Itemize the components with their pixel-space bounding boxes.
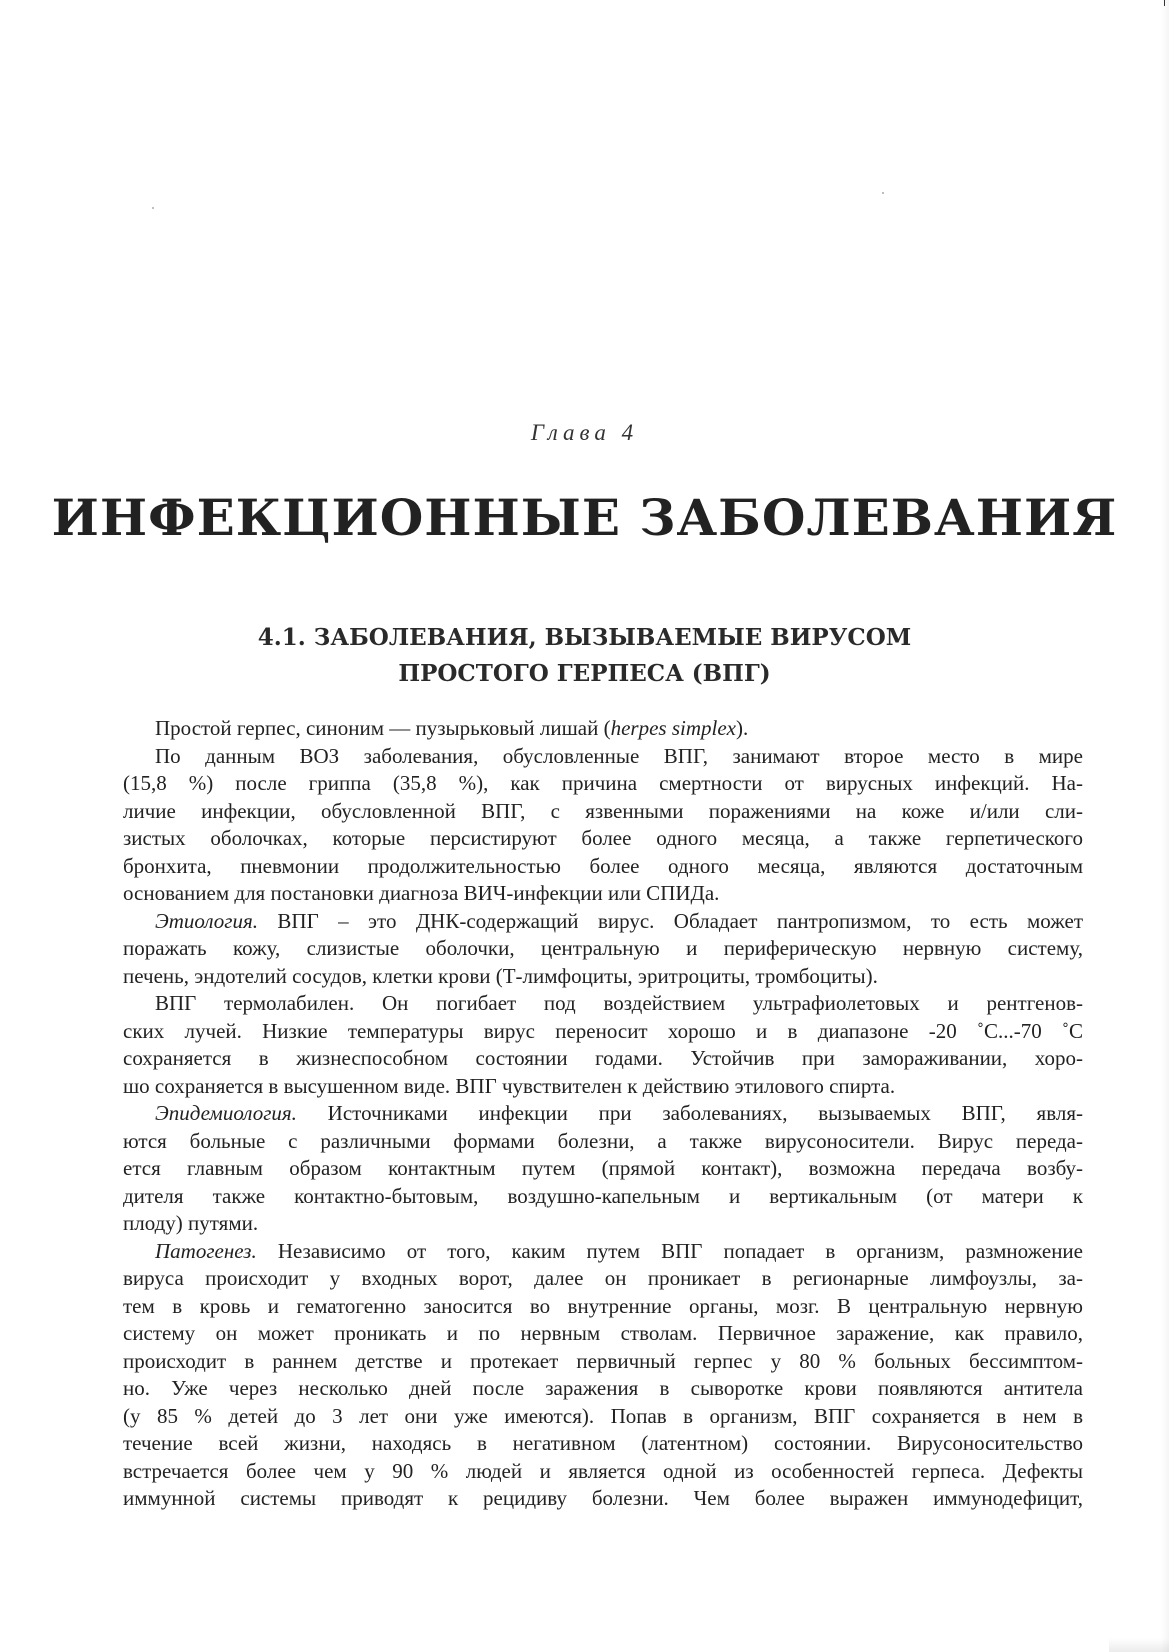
paragraph-lead: Патогенез. <box>155 1238 257 1263</box>
paragraph-line: но. Уже через несколько дней после заражения в сыворотке крови появляются антитела <box>123 1376 1083 1400</box>
paragraph-line: печень, эндотелий сосудов, клетки крови (Т-лимфоциты, эритроциты, тромбоциты). <box>123 963 878 988</box>
chapter-label: Глава 4 <box>530 420 639 445</box>
paragraph-line: течение всей жизни, находясь в негативном (латентном) состоянии. Вирусоносительство <box>123 1431 1083 1455</box>
paragraph-line: По данным ВОЗ заболевания, обусловленные ВПГ, занимают второе место в мире <box>155 743 1083 768</box>
body-text <box>123 715 1083 1513</box>
text-run: ВПГ – это ДНК-содержащий вирус. Обладает пантропизмом, то есть может <box>258 908 1083 933</box>
paragraph-line <box>123 1100 1083 1128</box>
paragraph-line: дителя также контактно-бытовым, воздушно-капельным и вертикальным (от матери к <box>123 1183 1083 1208</box>
paragraph-line: происходит в раннем детстве и протекает первичный герпес у 80 % больных бессимптом- <box>123 1348 1083 1373</box>
paragraph-line: (у 85 % детей до 3 лет они уже имеются). Попав в организм, ВПГ сохраняется в нем в <box>123 1403 1083 1428</box>
section-title <box>0 620 1169 692</box>
page-corner-shadow <box>1109 1638 1169 1652</box>
scan-speck <box>882 192 884 194</box>
paragraph-line: встречается более чем у 90 % людей и является одной из особенностей герпеса. Дефекты <box>123 1458 1083 1483</box>
crop-mark <box>1164 0 1165 6</box>
section-title-line: 4.1. ЗАБОЛЕВАНИЯ, ВЫЗЫВАЕМЫЕ ВИРУСОМ <box>257 624 912 651</box>
scan-speck <box>152 207 154 209</box>
paragraph-line: ются больные с различными формами болезни, а также вирусоносители. Вирус переда- <box>123 1128 1083 1153</box>
text-run: Источниками инфекции при заболеваниях, вызываемых ВПГ, явля- <box>296 1101 1083 1125</box>
text-run: ). <box>735 716 749 740</box>
paragraph-line <box>123 715 1083 743</box>
paragraph-line: поражать кожу, слизистые оболочки, центральную и периферическую нервную систему, <box>123 936 1083 960</box>
section-title-line: ПРОСТОГО ГЕРПЕСА (ВПГ) <box>398 660 771 687</box>
paragraph-line: плоду) путями. <box>123 1211 259 1235</box>
paragraph-line: ских лучей. Низкие температуры вирус переносит хорошо и в диапазоне -20 ˚С...-70 ˚С <box>123 1018 1083 1043</box>
paragraph-lead: Эпидемиология. <box>155 1101 297 1125</box>
paragraph-line: систему он может проникать и по нервным стволам. Первичное заражение, как правило, <box>123 1321 1083 1345</box>
paragraph-line: ВПГ термолабилен. Он погибает под воздействием ультрафиолетовых и рентгенов- <box>155 991 1083 1015</box>
latin-term: herpes simplex <box>610 716 736 740</box>
paragraph-line: ется главным образом контактным путем (прямой контакт), возможна передача возбу- <box>123 1156 1083 1180</box>
paragraph-line: основанием для постановки диагноза ВИЧ-инфекции или СПИДа. <box>123 881 720 905</box>
paragraph-line: вируса происходит у входных ворот, далее он проникает в регионарные лимфоузлы, за- <box>123 1266 1083 1290</box>
paragraph-line: (15,8 %) после гриппа (35,8 %), как причина смертности от вирусных инфекций. На- <box>123 771 1083 795</box>
paragraph-line: шо сохраняется в высушенном виде. ВПГ чувствителен к действию этилового спирта. <box>123 1073 896 1098</box>
paragraph-line: иммунной системы приводят к рецидиву болезни. Чем более выражен иммунодефицит, <box>123 1486 1083 1510</box>
text-run: Простой герпес, синоним — пузырьковый лишай ( <box>155 716 611 740</box>
paragraph-line: сохраняется в жизнеспособном состоянии годами. Устойчив при замораживании, хоро- <box>123 1046 1083 1070</box>
page-edge-shadow <box>1161 0 1169 1652</box>
text-run: Независимо от того, каким путем ВПГ попадает в организм, размножение <box>256 1238 1083 1263</box>
paragraph-lead: Этиология. <box>155 908 259 933</box>
paragraph-line: бронхита, пневмонии продолжительностью более одного месяца, являются достаточным <box>123 853 1083 878</box>
paragraph-line: зистых оболочках, которые персистируют более одного месяца, а также герпетического <box>123 826 1083 850</box>
paragraph-line <box>123 908 1083 936</box>
paragraph-line: личие инфекции, обусловленной ВПГ, с язвенными поражениями на коже и/или сли- <box>123 798 1083 823</box>
chapter-title: ИНФЕКЦИОННЫЕ ЗАБОЛЕВАНИЯ <box>51 488 1118 547</box>
paragraph-line: тем в кровь и гематогенно заносится во внутренние органы, мозг. В центральную нервную <box>123 1293 1083 1318</box>
paragraph-line <box>123 1238 1083 1266</box>
